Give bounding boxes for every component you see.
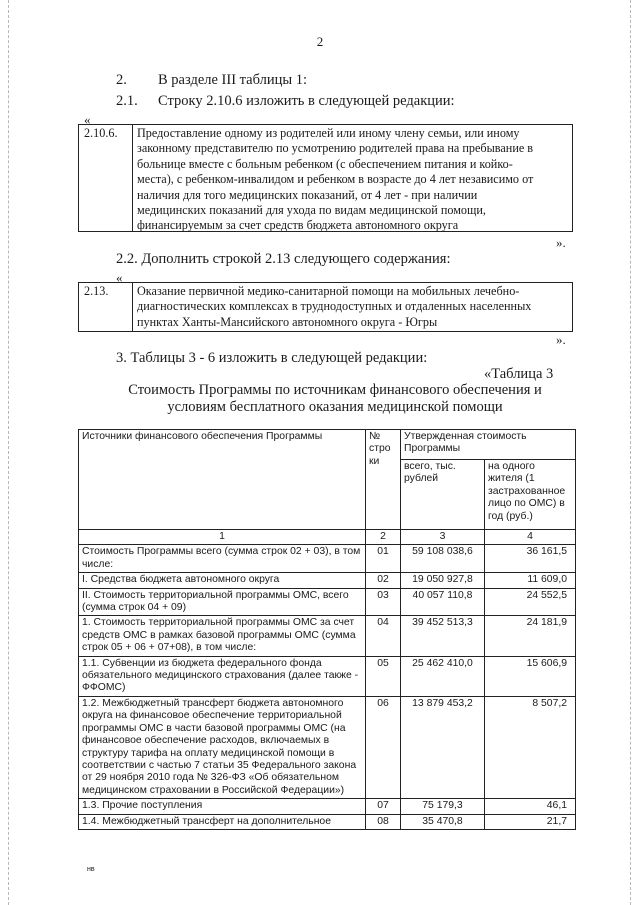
table-row [79, 588, 576, 616]
table-header-row [79, 430, 576, 460]
table-row [79, 573, 576, 588]
row-total: 25 462 410,0 [401, 656, 485, 696]
section-2-number: 2. [116, 72, 127, 88]
row-no: 05 [366, 656, 401, 696]
section-2-1-number: 2.1. [116, 93, 138, 109]
table-row [79, 616, 576, 656]
text-line: диагностических комплексах в труднодоступных и отдаленных населенных [137, 299, 532, 314]
row-name: 1.2. Межбюджетный трансферт бюджета автономного округа на финансовое обеспечение территориальной программы ОМС в части базовой программы ОМС (на финансовое обеспечение расходов, включаемых в структуру тарифа на оплату медицинской помощи в соответствии с частью 7 статьи 35 Федерального закона от 29 ноября 2010 года № 326-ФЗ «Об обязательном медицинском страховании в Российской Федерации») [79, 696, 366, 798]
row-per-person: 8 507,2 [485, 696, 576, 798]
text-line: Предоставление одному из родителей или иному члену семьи, или иному [137, 126, 520, 140]
text-line: пунктах Ханты-Мансийского автономного округа - Югры [137, 314, 438, 329]
scan-edge-left [8, 0, 10, 905]
table-row [79, 814, 576, 829]
row-per-person: 24 552,5 [485, 588, 576, 616]
column-number-row [79, 530, 576, 545]
row-no: 07 [366, 799, 401, 814]
row-name: 1.4. Межбюджетный трансферт на дополнительное [79, 814, 366, 829]
row-name: II. Стоимость территориальной программы ОМС, всего (сумма строк 04 + 09) [79, 588, 366, 616]
row-total: 19 050 927,8 [401, 573, 485, 588]
row-total: 35 470,8 [401, 814, 485, 829]
row-2-13-number: 2.13. [84, 284, 109, 298]
column-number: 4 [485, 530, 576, 545]
text-line: места), с ребенком-инвалидом и ребенком в возрасте до 4 лет независимо от [137, 172, 534, 187]
row-name: 1.3. Прочие поступления [79, 799, 366, 814]
row-no: 08 [366, 814, 401, 829]
row-name: Стоимость Программы всего (сумма строк 02 + 03), в том числе: [79, 545, 366, 573]
row-per-person: 15 606,9 [485, 656, 576, 696]
text-line: Оказание первичной медико-санитарной помощи на мобильных лечебно- [137, 284, 520, 298]
row-total: 40 057 110,8 [401, 588, 485, 616]
text-line: больнице вместе с больным ребенком (с обеспечением питания и койко- [137, 156, 513, 171]
column-number: 2 [366, 530, 401, 545]
header-row-no: № стро ки [366, 430, 401, 530]
row-per-person: 11 609,0 [485, 573, 576, 588]
row-2-13-box [78, 282, 573, 332]
table-3-title-line: условиям бесплатного оказания медицинской помощи [167, 399, 503, 415]
page-number: 2 [316, 34, 324, 49]
row-2-13-text [137, 284, 567, 330]
row-no: 04 [366, 616, 401, 656]
column-number: 1 [79, 530, 366, 545]
row-name: 1. Стоимость территориальной программы ОМС за счет средств ОМС в рамках базовой программы ОМС (сумма строк 05 + 06 + 07+08), в том числе: [79, 616, 366, 656]
header-total: всего, тыс. рублей [401, 460, 485, 530]
row-no: 02 [366, 573, 401, 588]
quote-close-1: ». [556, 235, 566, 250]
header-per-person: на одного жителя (1 застрахованное лицо по ОМС) в год (руб.) [485, 460, 576, 530]
table-3 [78, 429, 576, 830]
section-2-1-heading: Строку 2.10.6 изложить в следующей редакции: [158, 93, 455, 109]
row-no: 06 [366, 696, 401, 798]
section-2-2-heading: 2.2. Дополнить строкой 2.13 следующего содержания: [116, 251, 451, 267]
row-per-person: 36 161,5 [485, 545, 576, 573]
text-line: наличия для того медицинских показаний, от 4 лет - при наличии [137, 187, 478, 202]
text-line: финансируемым за счет средств бюджета автономного округа [137, 218, 459, 233]
header-source: Источники финансового обеспечения Программы [79, 430, 366, 530]
row-2-10-6-box [78, 124, 573, 232]
section-3-heading: 3. Таблицы 3 - 6 изложить в следующей редакции: [116, 350, 428, 366]
table-row [79, 656, 576, 696]
row-no: 03 [366, 588, 401, 616]
row-no: 01 [366, 545, 401, 573]
text-line: медицинских показаний для ухода по видам медицинской помощи, [137, 203, 486, 218]
row-total: 13 879 453,2 [401, 696, 485, 798]
table-3-title [100, 382, 570, 416]
row-2-13-divider [132, 283, 133, 331]
column-number: 3 [401, 530, 485, 545]
scan-edge-right [630, 0, 632, 905]
header-approved-cost: Утвержденная стоимость Программы [401, 430, 576, 460]
quote-close-2: ». [556, 332, 566, 347]
table-row [79, 696, 576, 798]
table-row [79, 799, 576, 814]
row-total: 39 452 513,3 [401, 616, 485, 656]
row-per-person: 21,7 [485, 814, 576, 829]
table-3-title-line: Стоимость Программы по источникам финансового обеспечения и [128, 382, 542, 398]
row-total: 75 179,3 [401, 799, 485, 814]
row-2-10-6-text [137, 126, 567, 234]
row-per-person: 24 181,9 [485, 616, 576, 656]
row-per-person: 46,1 [485, 799, 576, 814]
quote-open-1: « [84, 112, 91, 127]
row-2-10-6-divider [132, 125, 133, 231]
footer-initials: нв [87, 866, 95, 873]
table-3-label: «Таблица 3 [484, 366, 554, 382]
row-name: I. Средства бюджета автономного округа [79, 573, 366, 588]
row-name: 1.1. Субвенции из бюджета федерального фонда обязательного медицинского страхования (далее также - ФФОМС) [79, 656, 366, 696]
quote-open-2: « [116, 270, 123, 285]
row-2-10-6-number: 2.10.6. [84, 126, 118, 140]
text-line: законному представителю по усмотрению родителей права на пребывание в [137, 141, 534, 156]
section-2-heading: В разделе III таблицы 1: [158, 72, 308, 88]
row-total: 59 108 038,6 [401, 545, 485, 573]
table-row [79, 545, 576, 573]
